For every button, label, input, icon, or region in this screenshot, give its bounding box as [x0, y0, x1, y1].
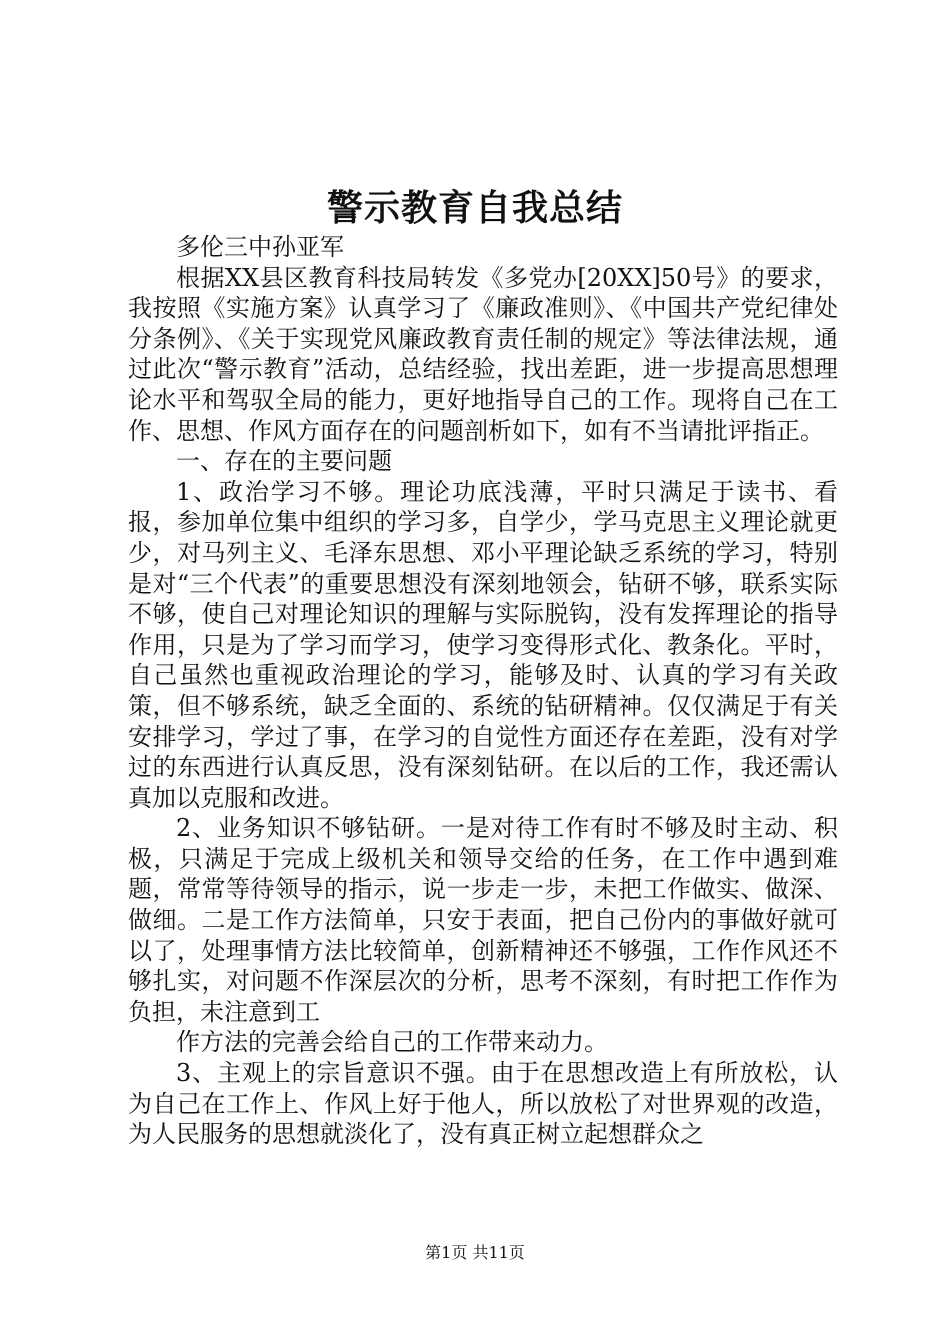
document-body	[128, 232, 838, 1150]
page-number-footer: 第1页 共11页	[425, 1243, 525, 1262]
point-2-continuation: 作方法的完善会给自己的工作带来动力。	[176, 1028, 608, 1057]
point-3-paragraph: 3、主观上的宗旨意识不强。由于在思想改造上有所放松，认为自己在工作上、作风上好于他人，所以放松了对世界观的改造，为人民服务的思想就淡化了，没有真正树立起想群众之	[128, 1059, 838, 1149]
author-line: 多伦三中孙亚军	[176, 233, 344, 261]
intro-paragraph: 根据XX县区教育科技局转发《多党办[20XX]50号》的要求，我按照《实施方案》认真学习了《廉政准则》、《中国共产党纪律处分条例》、《关于实现党风廉政教育责任制的规定》等法律法规，通过此次“警示教育”活动，总结经验，找出差距，进一步提高思想理论水平和驾驭全局的能力，更好地指导自己的工作。现将自己在工作、思想、作风方面存在的问题剖析如下，如有不当请批评指正。	[128, 263, 838, 445]
section-heading: 一、存在的主要问题	[176, 447, 392, 476]
point-2-paragraph: 2、业务知识不够钻研。一是对待工作有时不够及时主动、积极，只满足于完成上级机关和领导交给的任务，在工作中遇到难题，常常等待领导的指示，说一步走一步，未把工作做实、做深、做细。二是工作方法简单，只安于表面，把自己份内的事做好就可以了，处理事情方法比较简单，创新精神还不够强，工作作风还不够扎实，对问题不作深层次的分析，思考不深刻，有时把工作作为负担，未注意到工	[128, 814, 838, 1026]
document-title: 警示教育自我总结	[326, 187, 623, 229]
point-1-paragraph: 1、政治学习不够。理论功底浅薄，平时只满足于读书、看报，参加单位集中组织的学习多，自学少，学马克思主义理论就更少，对马列主义、毛泽东思想、邓小平理论缺乏系统的学习，特别是对“三个代表”的重要思想没有深刻地领会，钻研不够，联系实际不够，使自己对理论知识的理解与实际脱钩，没有发挥理论的指导作用，只是为了学习而学习，使学习变得形式化、教条化。平时，自己虽然也重视政治理论的学习，能够及时、认真的学习有关政策，但不够系统，缺乏全面的、系统的钻研精神。仅仅满足于有关安排学习，学过了事，在学习的自觉性方面还存在差距，没有对学过的东西进行认真反思，没有深刻钻研。在以后的工作，我还需认真加以克服和改进。	[128, 477, 838, 812]
